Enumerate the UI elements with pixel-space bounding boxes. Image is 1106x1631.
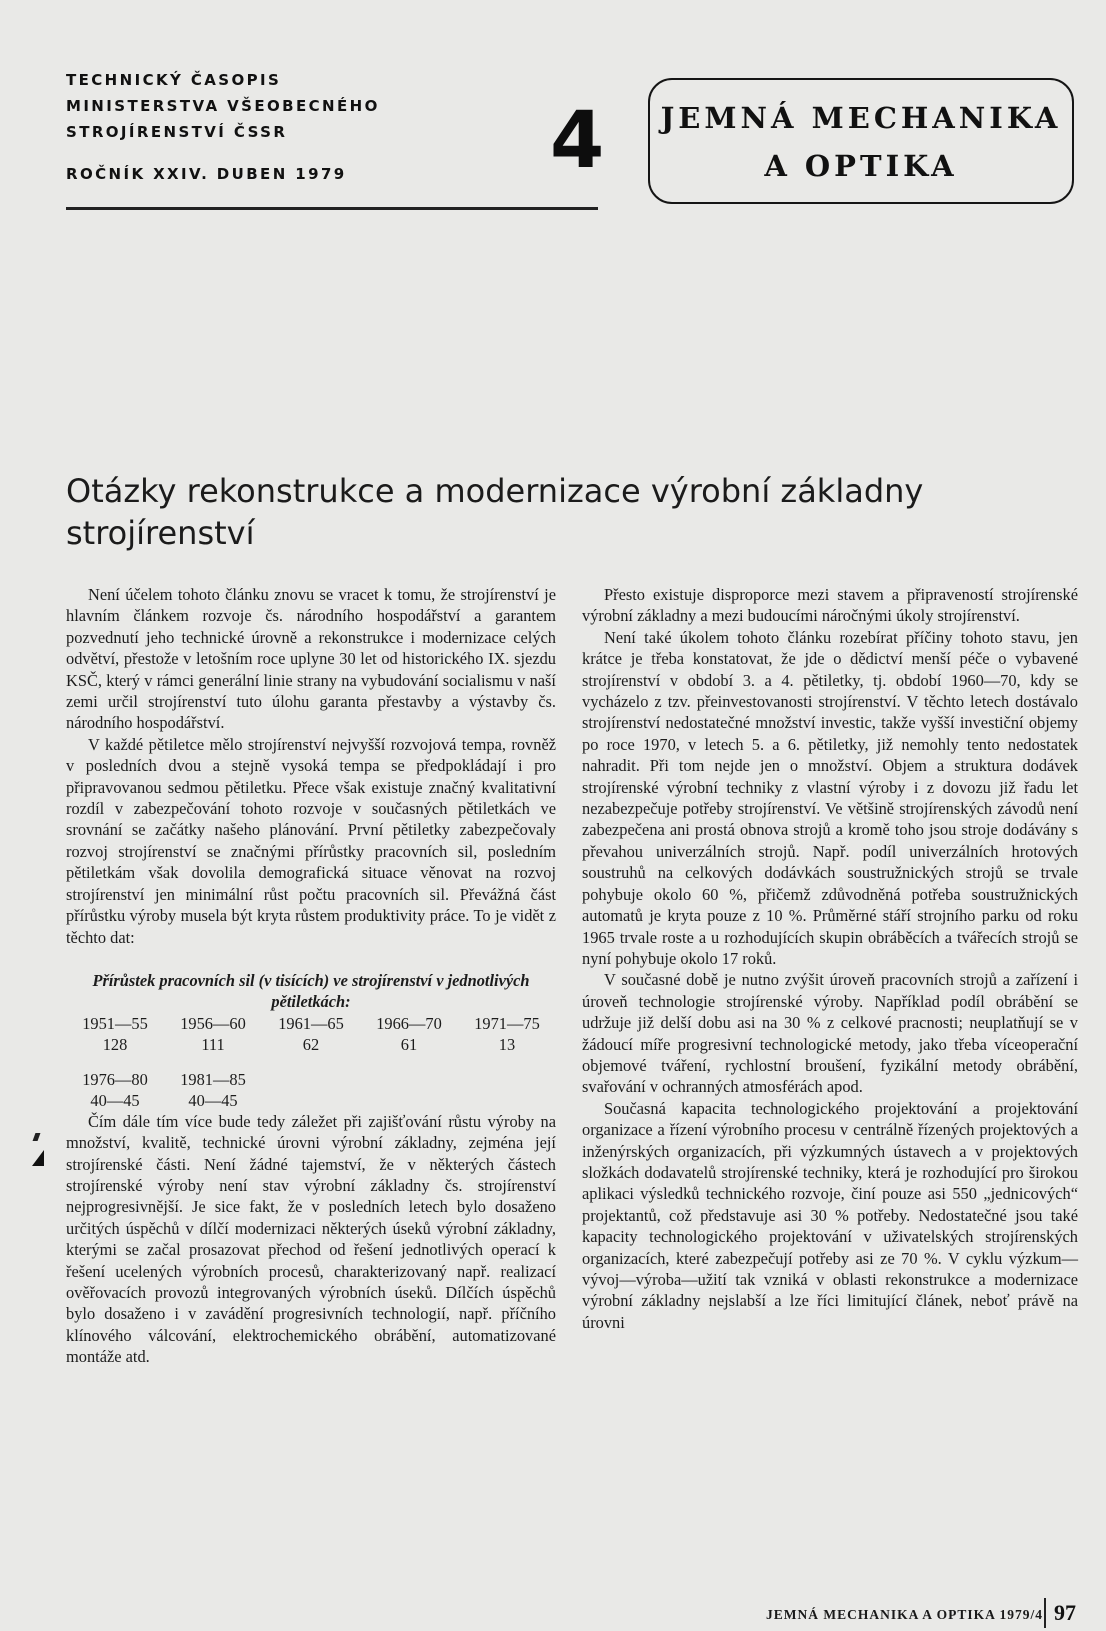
table-cell: 1961—65 bbox=[278, 1013, 344, 1033]
paragraph: Současná kapacita technologického projektování a projektování organizace a řízení výrobního procesu v centrálně řízených projektových a inženýrských organizacích, při výzkumných ústavech a v projektových složkách dodavatelů strojírenské techniky, která je rozhodující pro širokou aplikaci výsledků technického rozvoje, činí pouze asi 550 „jednicových“ projektantů, což představuje asi 30 % potřeby. Nedostatečné jsou také kapacity technologického projektování v uživatelských strojírenských organizacích, které zabezpečují potřeby asi ze 70 %. V cyklu výzkum—vývoj—výroba—užití tak vzniká v oblasti rekonstrukce a modernizace výrobní základny nejslabší a lze říci limitující článek, neboť právě na úrovni bbox=[582, 1098, 1078, 1332]
journal-title-box bbox=[648, 78, 1074, 204]
table-cell: 1976—80 bbox=[82, 1069, 148, 1089]
table-cell: 128 bbox=[102, 1034, 128, 1054]
journal-title-line-2: A OPTIKA bbox=[764, 149, 958, 183]
table-cell: 61 bbox=[400, 1034, 418, 1054]
margin-arrow-icon bbox=[32, 1150, 44, 1166]
paragraph: Není účelem tohoto článku znovu se vracet k tomu, že strojírenství je hlavním článkem rozvoje čs. národního hospodářství a garantem pozvednutí jeho technické úrovně a rekonstrukce i modernizace celých odvětví, přestože v letošním roce uplyne 30 let od historického IX. sjezdu KSČ, který v rámci generální linie strany na vybudování socialismu v naší zemi určil strojírenství tuto úlohu garanta přestavby a výstavby čs. národního hospodářství. bbox=[66, 585, 556, 733]
table-cell: 62 bbox=[302, 1034, 320, 1054]
masthead bbox=[66, 67, 380, 187]
masthead-line-1: TECHNICKÝ ČASOPIS bbox=[66, 71, 282, 89]
header-rule bbox=[66, 207, 598, 210]
volume-date: ROČNÍK XXIV. DUBEN 1979 bbox=[66, 165, 347, 183]
paragraph: V každé pětiletce mělo strojírenství nejvyšší rozvojová tempa, rovněž v posledních dvou a stejně vysoká tempa se předpokládají i pro připravovanou sedmou pětiletku. Přece však existuje značný kvalitativní rozdíl v zabezpečování tohoto rozvoje v současných pětiletkách ve srovnání se začátky našeho plánování. První pětiletky zabezpečovaly rozvoj strojírenství se značnými přírůstky pracovních sil, posledním pětiletkám však dovolila demografická situace věnovat na rozvoj strojírenství jen minimální růst počtu pracovních sil. Převážná část přírůstku výroby musela být kryta růstem produktivity práce. To je vidět z těchto dat: bbox=[66, 734, 556, 947]
table-row-periods bbox=[66, 1013, 556, 1034]
article-title: Otázky rekonstrukce a modernizace výrobní základny strojírenství bbox=[66, 472, 924, 552]
table-caption: Přírůstek pracovních sil (v tisících) ve strojírenství v jednotlivých pětiletkách: bbox=[92, 970, 530, 1012]
table-cell: 1971—75 bbox=[474, 1013, 540, 1033]
page-number: 97 bbox=[1054, 1600, 1076, 1625]
table-cell: 40—45 bbox=[188, 1090, 238, 1110]
table-row-periods bbox=[66, 1069, 556, 1090]
paragraph: V současné době je nutno zvýšit úroveň pracovních strojů a zařízení i úroveň technologie strojírenské výroby. Například podíl obrábění se udržuje již delší dobu asi na 30 % z celkové pracnosti; neuplatňují se v žádoucí míře progresivní technologické metody, jako třeba víceoperační objemové tváření, rychlostní broušení, fyzikální metody obrábění, svařování v ochranných atmosférách apod. bbox=[582, 970, 1078, 1097]
table-cell: 1966—70 bbox=[376, 1013, 442, 1033]
table-row-values bbox=[66, 1090, 556, 1111]
paragraph: Není také úkolem tohoto článku rozebírat příčiny tohoto stavu, jen krátce je třeba konstatovat, že jde o dědictví menší péče o vybavené strojírenství v období 3. a 4. pětiletky, tj. období 1960—70, kdy se vycházelo z tzv. přeinvestovanosti strojírenství. V těchto letech dostávalo strojírenství nedostatečné množství investic, takže vyšší investiční objemy po roce 1970, v letech 5. a 6. pětiletky, již nemohly tento nedostatek nahradit. Při tom nejde jen o množství. Objem a struktura dodávek strojírenské výrobní techniky z vlastní výroby i z dovozu již řadu let nezabezpečuje potřeby strojírenství. Ve většině strojírenských závodů není zabezpečena ani prostá obnova strojů a kromě toho jsou stroje dodávány s převahou univerzálních strojů. Např. podíl univerzálních hrotových soustruhů na celkových dodávkách soustružnických strojů se trvale pohybuje okolo 60 %, přičemž zdůvodněná potřeba soustružnických automatů je kryta pouze z 10 %. Průměrné stáří strojního parku od roku 1965 trvale roste a u rozhodujících skupin obráběcích a tvářecích strojů se nyní pohybuje okolo 17 roků. bbox=[582, 627, 1078, 968]
table-row-values bbox=[66, 1034, 556, 1055]
paragraph: Čím dále tím více bude tedy záležet při zajišťování růstu výroby na množství, kvalitě, technické úrovni výrobní základny, zejména její strojírenské části. Není žádné tajemství, že v některých částech strojírenské výroby není stav výrobní základny čs. strojírenství nejprogresivnější. Je sice fakt, že v posledních letech bylo dosaženo určitých úspěchů v dílčí modernizaci některých úseků výrobní základny, kterými se začal prosazovat přechod od řešení jednotlivých operací k řešení ucelených výrobních procesů, charakterizovaný např. realizací ověřovacích provozů integrovaných výrobních úseků. Dílčích úspěchů bylo dosaženo i v zavádění progresivních technologií, např. příčního klínového válcování, elektrochemického obrábění, automatizované montáže atd. bbox=[66, 1111, 556, 1367]
running-footer: JEMNÁ MECHANIKA A OPTIKA 1979/4 bbox=[766, 1607, 1044, 1622]
right-column bbox=[582, 584, 1078, 1333]
journal-title-line-1: JEMNÁ MECHANIKA bbox=[660, 101, 1062, 135]
table-cell: 40—45 bbox=[90, 1090, 140, 1110]
table-cell: 1951—55 bbox=[82, 1013, 148, 1033]
masthead-line-2: MINISTERSTVA VŠEOBECNÉHO bbox=[66, 97, 380, 115]
table-cell: 1981—85 bbox=[180, 1069, 246, 1089]
issue-number: 4 bbox=[550, 96, 605, 186]
margin-mark bbox=[33, 1133, 41, 1141]
workforce-table bbox=[66, 970, 556, 1111]
paragraph: Přesto existuje disproporce mezi stavem a připraveností strojírenské výrobní základny a mezi budoucími náročnými úkoly strojírenství. bbox=[582, 585, 1078, 626]
left-column bbox=[66, 584, 556, 1368]
table-cell: 111 bbox=[201, 1034, 225, 1054]
table-cell: 13 bbox=[498, 1034, 516, 1054]
footer-divider bbox=[1044, 1598, 1046, 1628]
table-cell: 1956—60 bbox=[180, 1013, 246, 1033]
masthead-line-3: STROJÍRENSTVÍ ČSSR bbox=[66, 123, 288, 141]
